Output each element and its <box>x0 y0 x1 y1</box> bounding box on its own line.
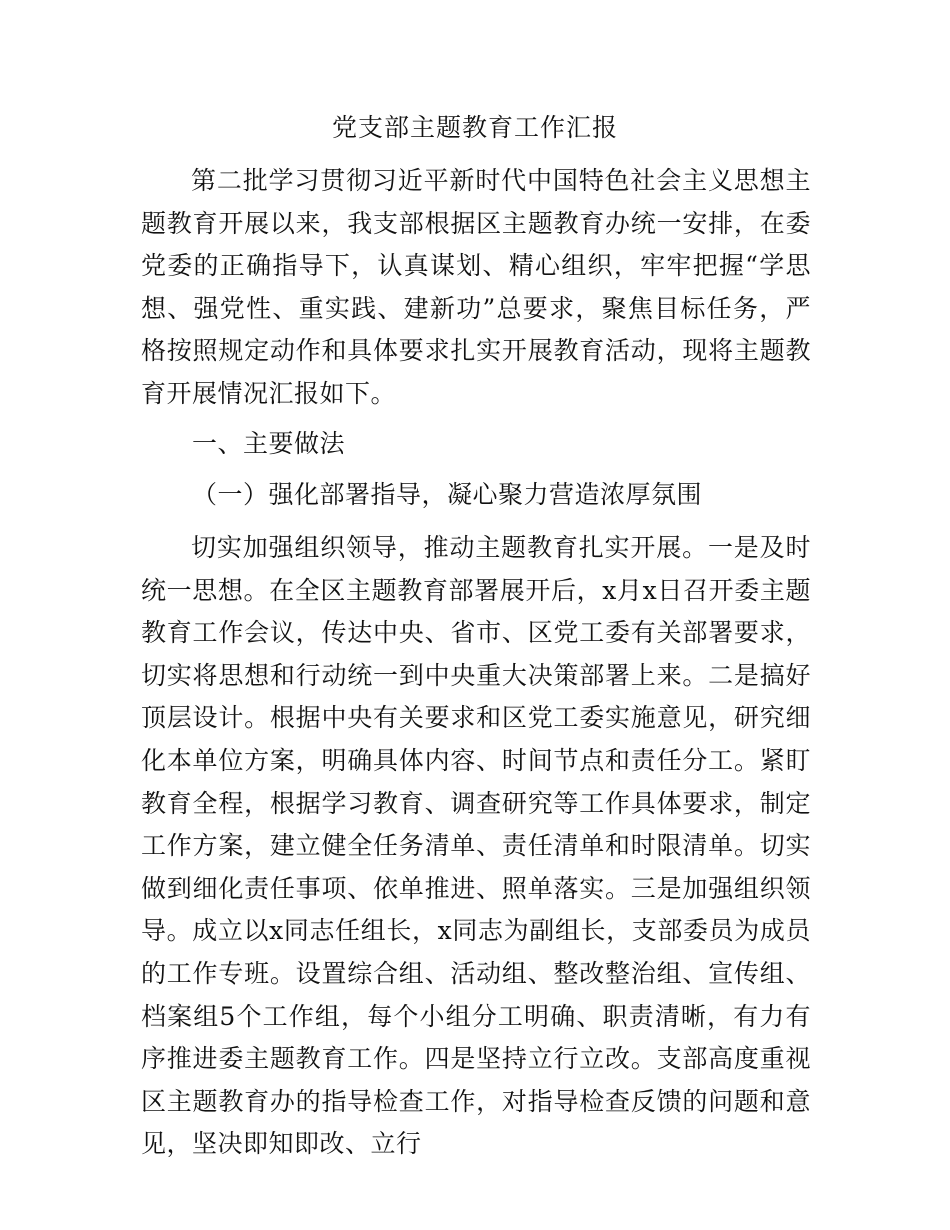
subsection-heading: （一）强化部署指导，凝心聚力营造浓厚氛围 <box>192 480 703 509</box>
section-heading: 一、主要做法 <box>192 429 346 458</box>
intro-paragraph: 第二批学习贯彻习近平新时代中国特色社会主义思想主题教育开展以来，我支部根据区主题教育办统一安排，在委党委的正确指导下，认真谋划、精心组织，牢牢把握“学思想、强党性、重实践、建新功”总要求，聚焦目标任务，严格按照规定动作和具体要求扎实开展教育活动，现将主题教育开展情况汇报如下。 <box>141 166 811 408</box>
document-title: 党支部主题教育工作汇报 <box>331 113 618 142</box>
subsection-paragraph: 切实加强组织领导，推动主题教育扎实开展。一是及时统一思想。在全区主题教育部署展开后，x月x日召开委主题教育工作会议，传达中央、省市、区党工委有关部署要求，切实将思想和行动统一到中央重大决策部署上来。二是搞好顶层设计。根据中央有关要求和区党工委实施意见，研究细化本单位方案，明确具体内容、时间节点和责任分工。紧盯教育全程，根据学习教育、调查研究等工作具体要求，制定工作方案，建立健全任务清单、责任清单和时限清单。切实做到细化责任事项、依单推进、照单落实。三是加强组织领导。成立以x同志任组长，x同志为副组长，支部委员为成员的工作专班。设置综合组、活动组、整改整治组、宣传组、档案组5个工作组，每个小组分工明确、职责清晰，有力有序推进委主题教育工作。四是坚持立行立改。支部高度重视区主题教育办的指导检查工作，对指导检查反馈的问题和意见，坚决即知即改、立行 <box>141 533 811 1159</box>
